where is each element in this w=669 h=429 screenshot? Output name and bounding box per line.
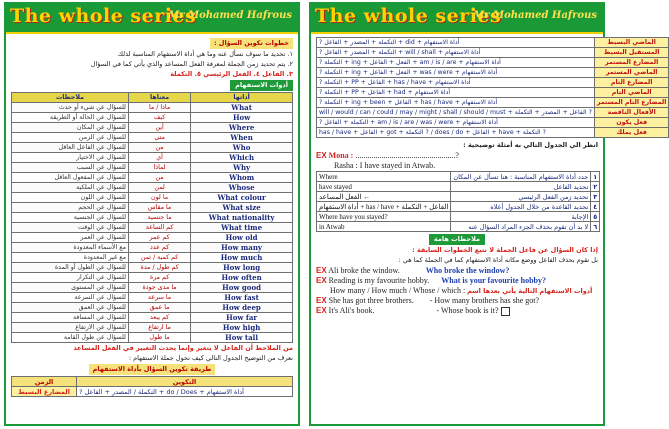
question-word: How tall xyxy=(191,333,293,343)
question-meaning: ما لون xyxy=(128,193,190,203)
table-row xyxy=(12,123,293,133)
question-word: What size xyxy=(191,203,293,213)
example-1: EX Ali broke the window. Who broke the window? xyxy=(316,266,510,275)
question-word: When xyxy=(191,133,293,143)
question-meaning: أي xyxy=(128,153,190,163)
example-4: EX She has got three brothers. - How many brothers has she got? xyxy=(316,296,540,305)
step-line-1: ١. تحديد ما سوف نسأل عنه وما هي أداة الاستفهام المناسبة لذلك xyxy=(117,50,293,58)
table-row xyxy=(317,118,669,128)
question-note: للسؤال عن العمر xyxy=(12,233,129,243)
header-word: أداتها xyxy=(191,93,293,103)
tense-name: المضارع التام المستمر xyxy=(594,98,669,108)
example-intro: انظر الي الجدول التالي به أمثلة توضيحية : xyxy=(463,141,598,149)
step-number: ٣ xyxy=(591,192,600,202)
right-page xyxy=(309,2,667,426)
question-word: What colour xyxy=(191,193,293,203)
section1-title: خطوات تكوين السؤال : xyxy=(11,38,293,49)
series-title: The whole series xyxy=(10,5,197,27)
tense-rule: ? التكملة + ing + الفعل + الفاعل + am / is / are + أداة الاستفهام xyxy=(317,58,595,68)
tense-rule: ? التكملة + الفاعل + am / is / are / was / were + أداة الاستفهام xyxy=(317,118,595,128)
question-word: How far xyxy=(191,313,293,323)
question-word: How long xyxy=(191,263,293,273)
steps-table xyxy=(316,171,600,232)
note-1b: بل تقوم بحذف الفاعل ووضع مكانه أداة الاستفهام كما في الجملة كما هي : xyxy=(398,256,598,264)
note-1: إذا كان السؤال عن فاعل الجملة لا نتبع الخطوات السابقة : xyxy=(412,246,598,254)
question-note: للسؤال عن الجنسية xyxy=(12,213,129,223)
example-mona-line xyxy=(316,151,598,160)
table-row xyxy=(317,98,669,108)
table-row xyxy=(12,193,293,203)
table-row xyxy=(12,223,293,233)
tense-rule: ? التكملة + المصدر + الفاعل + did + أداة الاستفهام xyxy=(317,38,595,48)
question-word: How deep xyxy=(191,303,293,313)
question-meaning: ما عمق xyxy=(128,303,190,313)
bottom-title: طريقة تكوين السؤال بأداة الاستفهام xyxy=(11,364,293,375)
question-meaning: متى xyxy=(128,133,190,143)
question-note: للسؤال عن المسافة xyxy=(12,313,129,323)
question-meaning: لمن xyxy=(128,183,190,193)
table-row xyxy=(317,192,600,202)
step-line-2: ٢. يتم تحديد زمن الجملة لمعرفة الفعل المساعد والذي يأتي كما في السؤال xyxy=(90,60,293,68)
mona-label: Mona : xyxy=(328,151,354,160)
example-2: EX Reading is my favourite hobby. What is your favourite hobby? xyxy=(316,276,547,285)
table-row xyxy=(12,153,293,163)
question-meaning: كم عمر xyxy=(128,233,190,243)
question-note: للسؤال عن الاختيار xyxy=(12,153,129,163)
question-note: للسؤال عن السبب xyxy=(12,163,129,173)
question-word: Which xyxy=(191,153,293,163)
tense-rule: ? التكملة + المصدر + الفاعل + will / shall + أداة الاستفهام xyxy=(317,48,595,58)
ex2-question: What is your favourite hobby? xyxy=(441,276,547,285)
question-note: مع الأسماء المعدودة xyxy=(12,243,129,253)
bottom-table-row xyxy=(12,387,293,397)
question-meaning: ماذا / ما xyxy=(128,103,190,113)
question-meaning: ما مدى جودة xyxy=(128,283,190,293)
question-note: للسؤال عن الزمن xyxy=(12,133,129,143)
question-word: How good xyxy=(191,283,293,293)
step-value: in Atwab xyxy=(317,222,451,232)
question-note: للسؤال عن المستوى xyxy=(12,283,129,293)
question-meaning: أين xyxy=(128,123,190,133)
table-row xyxy=(12,173,293,183)
tense-rules-table xyxy=(316,37,669,138)
question-note: للسؤال عن الوقت xyxy=(12,223,129,233)
tense-rule: ? التكملة + PP + الفاعل + has / have + أداة الاستفهام xyxy=(317,78,595,88)
bottom-tense: المضارع البسيط xyxy=(12,387,77,397)
question-meaning: من xyxy=(128,173,190,183)
notes-title: ملاحظات هامة xyxy=(316,234,598,245)
tense-name: الأفعال الناقصة xyxy=(594,108,669,118)
step-text: الإجابة xyxy=(451,212,591,222)
tense-rule: ? التكملة + ing + been + الفاعل + has / have + أداة الاستفهام xyxy=(317,98,595,108)
right-header-band xyxy=(311,4,603,34)
table-row xyxy=(12,163,293,173)
ex2-statement: Reading is my favourite hobby. xyxy=(328,276,430,285)
ex5-statement: It's Ali's book. xyxy=(328,306,375,315)
question-meaning: ما طول xyxy=(128,333,190,343)
question-meaning: كم عدد xyxy=(128,243,190,253)
question-meaning: ما ارتفاع xyxy=(128,323,190,333)
table-row xyxy=(12,203,293,213)
ex4-question: - How many brothers has she got? xyxy=(429,296,540,305)
step-value: أداة الاستفهام + has / have + الفاعل + التكملة xyxy=(317,202,451,212)
question-meaning: كم الساعة xyxy=(128,223,190,233)
example-3 xyxy=(316,286,598,295)
ex4-statement: She has got three brothers. xyxy=(328,296,414,305)
question-meaning: كم مرة xyxy=(128,273,190,283)
question-word: Whose xyxy=(191,183,293,193)
steps-body xyxy=(317,172,600,232)
author-name-right: Mr Mohamed Hafrous xyxy=(473,10,597,21)
step-text: لا بد أن تقوم بحذف الجزء المراد السؤال عنه xyxy=(451,222,591,232)
question-note: للسؤال عن شيء أو حدث xyxy=(12,103,129,113)
table-row xyxy=(317,38,669,48)
table-row xyxy=(12,113,293,123)
bottom-table xyxy=(11,376,293,397)
question-word: How much xyxy=(191,253,293,263)
question-note: للسؤال عن الارتفاع xyxy=(12,323,129,333)
tense-name: الماضي التام xyxy=(594,88,669,98)
table-header-row xyxy=(12,93,293,103)
tense-rule: will / would / can / could / may / might / shall / should / must + الفاعل + المصدر + التكملة ? xyxy=(317,108,595,118)
question-note: للسؤال عن الحالة أو الطريقة xyxy=(12,113,129,123)
tense-name: الماضي البسيط xyxy=(594,38,669,48)
series-title-right: The whole series xyxy=(315,5,502,27)
step-text: تحديد الفاعل xyxy=(451,182,591,192)
answer-checkbox[interactable] xyxy=(501,307,510,316)
table-row xyxy=(317,108,669,118)
table-row xyxy=(12,293,293,303)
step-text: حدد أداة الاستفهام المناسبة : هنا تسأل عن المكان xyxy=(451,172,591,182)
example-rasha-line: Rasha : I have stayed in Atwab. xyxy=(334,161,436,170)
left-body xyxy=(6,34,298,400)
table-row xyxy=(12,323,293,333)
bottom-rule: ? التكملة / المصدر + الفاعل + do / Does + أداة الاستفهام xyxy=(77,387,293,397)
step-number: ٦ xyxy=(591,222,600,232)
step-value: Where xyxy=(317,172,451,182)
step-value: have stayed xyxy=(317,182,451,192)
ex3-arabic: أدوات الاستفهام التالية يأتي بعدها اسم xyxy=(467,287,593,295)
author-name: Mr Mohamed Hafrous xyxy=(168,10,292,21)
left-header-band xyxy=(6,4,298,34)
question-meaning: كيف xyxy=(128,113,190,123)
table-row xyxy=(12,333,293,343)
example-5: EX It's Ali's book. - Whose book is it? xyxy=(316,306,598,316)
question-word: What xyxy=(191,103,293,113)
table-row xyxy=(317,212,600,222)
question-note: للسؤال عن اللون xyxy=(12,193,129,203)
ex3-words: How many / How much / Whose / which : xyxy=(330,286,466,295)
question-meaning: ما جنسية xyxy=(128,213,190,223)
table-row xyxy=(12,213,293,223)
step-value: Where have you stayed? xyxy=(317,212,451,222)
step-text: تحديد القاعدة من خلال الجدول أعلاه xyxy=(451,202,591,212)
step-number: ١ xyxy=(591,172,600,182)
question-words-table xyxy=(11,92,293,343)
table-row xyxy=(12,183,293,193)
question-note: للسؤال عن الطول أو المدة xyxy=(12,263,129,273)
table-row xyxy=(12,243,293,253)
table-row xyxy=(12,303,293,313)
tense-rules-body xyxy=(317,38,669,138)
table-row xyxy=(317,48,669,58)
ex-tag: EX xyxy=(316,151,327,160)
table-row xyxy=(12,103,293,113)
header-meaning: معناها xyxy=(128,93,190,103)
question-word: How many xyxy=(191,243,293,253)
table-row xyxy=(12,263,293,273)
question-note: للسؤال عن التكرار xyxy=(12,273,129,283)
table-row xyxy=(12,133,293,143)
table-row xyxy=(317,58,669,68)
tense-rule: has / have + الفاعل + got + التكملة ? / does / do + الفاعل + have + التكملة ? xyxy=(317,128,595,138)
mona-blank: ..................................................? xyxy=(355,151,459,160)
question-word: Whom xyxy=(191,173,293,183)
tense-rule: ? التكملة + PP + الفاعل + had + أداة الاستفهام xyxy=(317,88,595,98)
ex1-question: Who broke the window? xyxy=(425,266,510,275)
tense-name: المستقبل البسيط xyxy=(594,48,669,58)
tense-name: فعل يكون xyxy=(594,118,669,128)
question-note: للسؤال عن الفاعل العاقل xyxy=(12,143,129,153)
step-text: تحديد زمن الفعل الرئيسي xyxy=(451,192,591,202)
table-row xyxy=(12,253,293,263)
question-meaning: ما مقاس xyxy=(128,203,190,213)
question-note: للسؤال عن السرعة xyxy=(12,293,129,303)
tense-name: الماضي المستمر xyxy=(594,68,669,78)
tense-name: المضارع التام xyxy=(594,78,669,88)
bottom-table-header xyxy=(12,377,293,387)
table-row xyxy=(12,283,293,293)
question-word: Who xyxy=(191,143,293,153)
question-note: للسؤال عن الحجم xyxy=(12,203,129,213)
ex1-statement: Ali broke the window. xyxy=(328,266,400,275)
question-word: How xyxy=(191,113,293,123)
table-row xyxy=(317,78,669,88)
right-body xyxy=(311,34,667,320)
table-row xyxy=(317,88,669,98)
step-number: ٥ xyxy=(591,212,600,222)
tense-name: المضارع المستمر xyxy=(594,58,669,68)
footnote-1: من الملاحظ أن الفاعل لا يتغير وإنما يحدث التغيير في الفعل المساعد xyxy=(73,344,293,352)
table-row xyxy=(317,68,669,78)
table-row xyxy=(12,233,293,243)
table-row xyxy=(317,128,669,138)
header-notes: ملاحظات xyxy=(12,93,129,103)
table-row xyxy=(317,182,600,192)
tense-name: فعل يملك xyxy=(594,128,669,138)
question-meaning: كم طول / مدة xyxy=(128,263,190,273)
bottom-header-rule: التكوين xyxy=(77,377,293,387)
question-meaning: ما سرعة xyxy=(128,293,190,303)
left-page xyxy=(4,2,300,426)
step-line-3: ٣. الفاعل ٤. الفعل الرئيسي ٥. التكملة xyxy=(170,70,293,78)
question-meaning: كم كمية / ثمن xyxy=(128,253,190,263)
bottom-header-tense: الزمن xyxy=(12,377,77,387)
question-word: What time xyxy=(191,223,293,233)
question-word: How old xyxy=(191,233,293,243)
question-word: How often xyxy=(191,273,293,283)
question-meaning: لماذا xyxy=(128,163,190,173)
question-note: مع غير المعدودة xyxy=(12,253,129,263)
question-words-body xyxy=(12,103,293,343)
step-number: ٢ xyxy=(591,182,600,192)
table-row xyxy=(317,172,600,182)
question-note: للسؤال عن المكان xyxy=(12,123,129,133)
question-word: How fast xyxy=(191,293,293,303)
tense-rule: ? التكملة + ing + الفعل + الفاعل + was / were + أداة الاستفهام xyxy=(317,68,595,78)
question-note: للسؤال عن الملكية xyxy=(12,183,129,193)
question-note: للسؤال عن العمق xyxy=(12,303,129,313)
question-word: How high xyxy=(191,323,293,333)
question-meaning: من xyxy=(128,143,190,153)
question-word: Where xyxy=(191,123,293,133)
question-word: What nationality xyxy=(191,213,293,223)
table-row xyxy=(317,222,600,232)
table-row xyxy=(12,273,293,283)
question-note: للسؤال عن المفعول العاقل xyxy=(12,173,129,183)
table-row xyxy=(12,313,293,323)
table-row xyxy=(317,202,600,212)
question-meaning: كم يبعد xyxy=(128,313,190,323)
table-row xyxy=(12,143,293,153)
footnote-2: نعرف من التوضيح الجدول التالي كيف نحول جملة الاستفهام : xyxy=(128,354,293,362)
question-word: Why xyxy=(191,163,293,173)
ex5-question: - Whose book is it? xyxy=(436,306,499,315)
section2-title: أدوات الاستفهام xyxy=(11,80,293,91)
step-value: الفعل المساعد ← xyxy=(317,192,451,202)
question-note: للسؤال عن طول القامة xyxy=(12,333,129,343)
step-number: ٤ xyxy=(591,202,600,212)
